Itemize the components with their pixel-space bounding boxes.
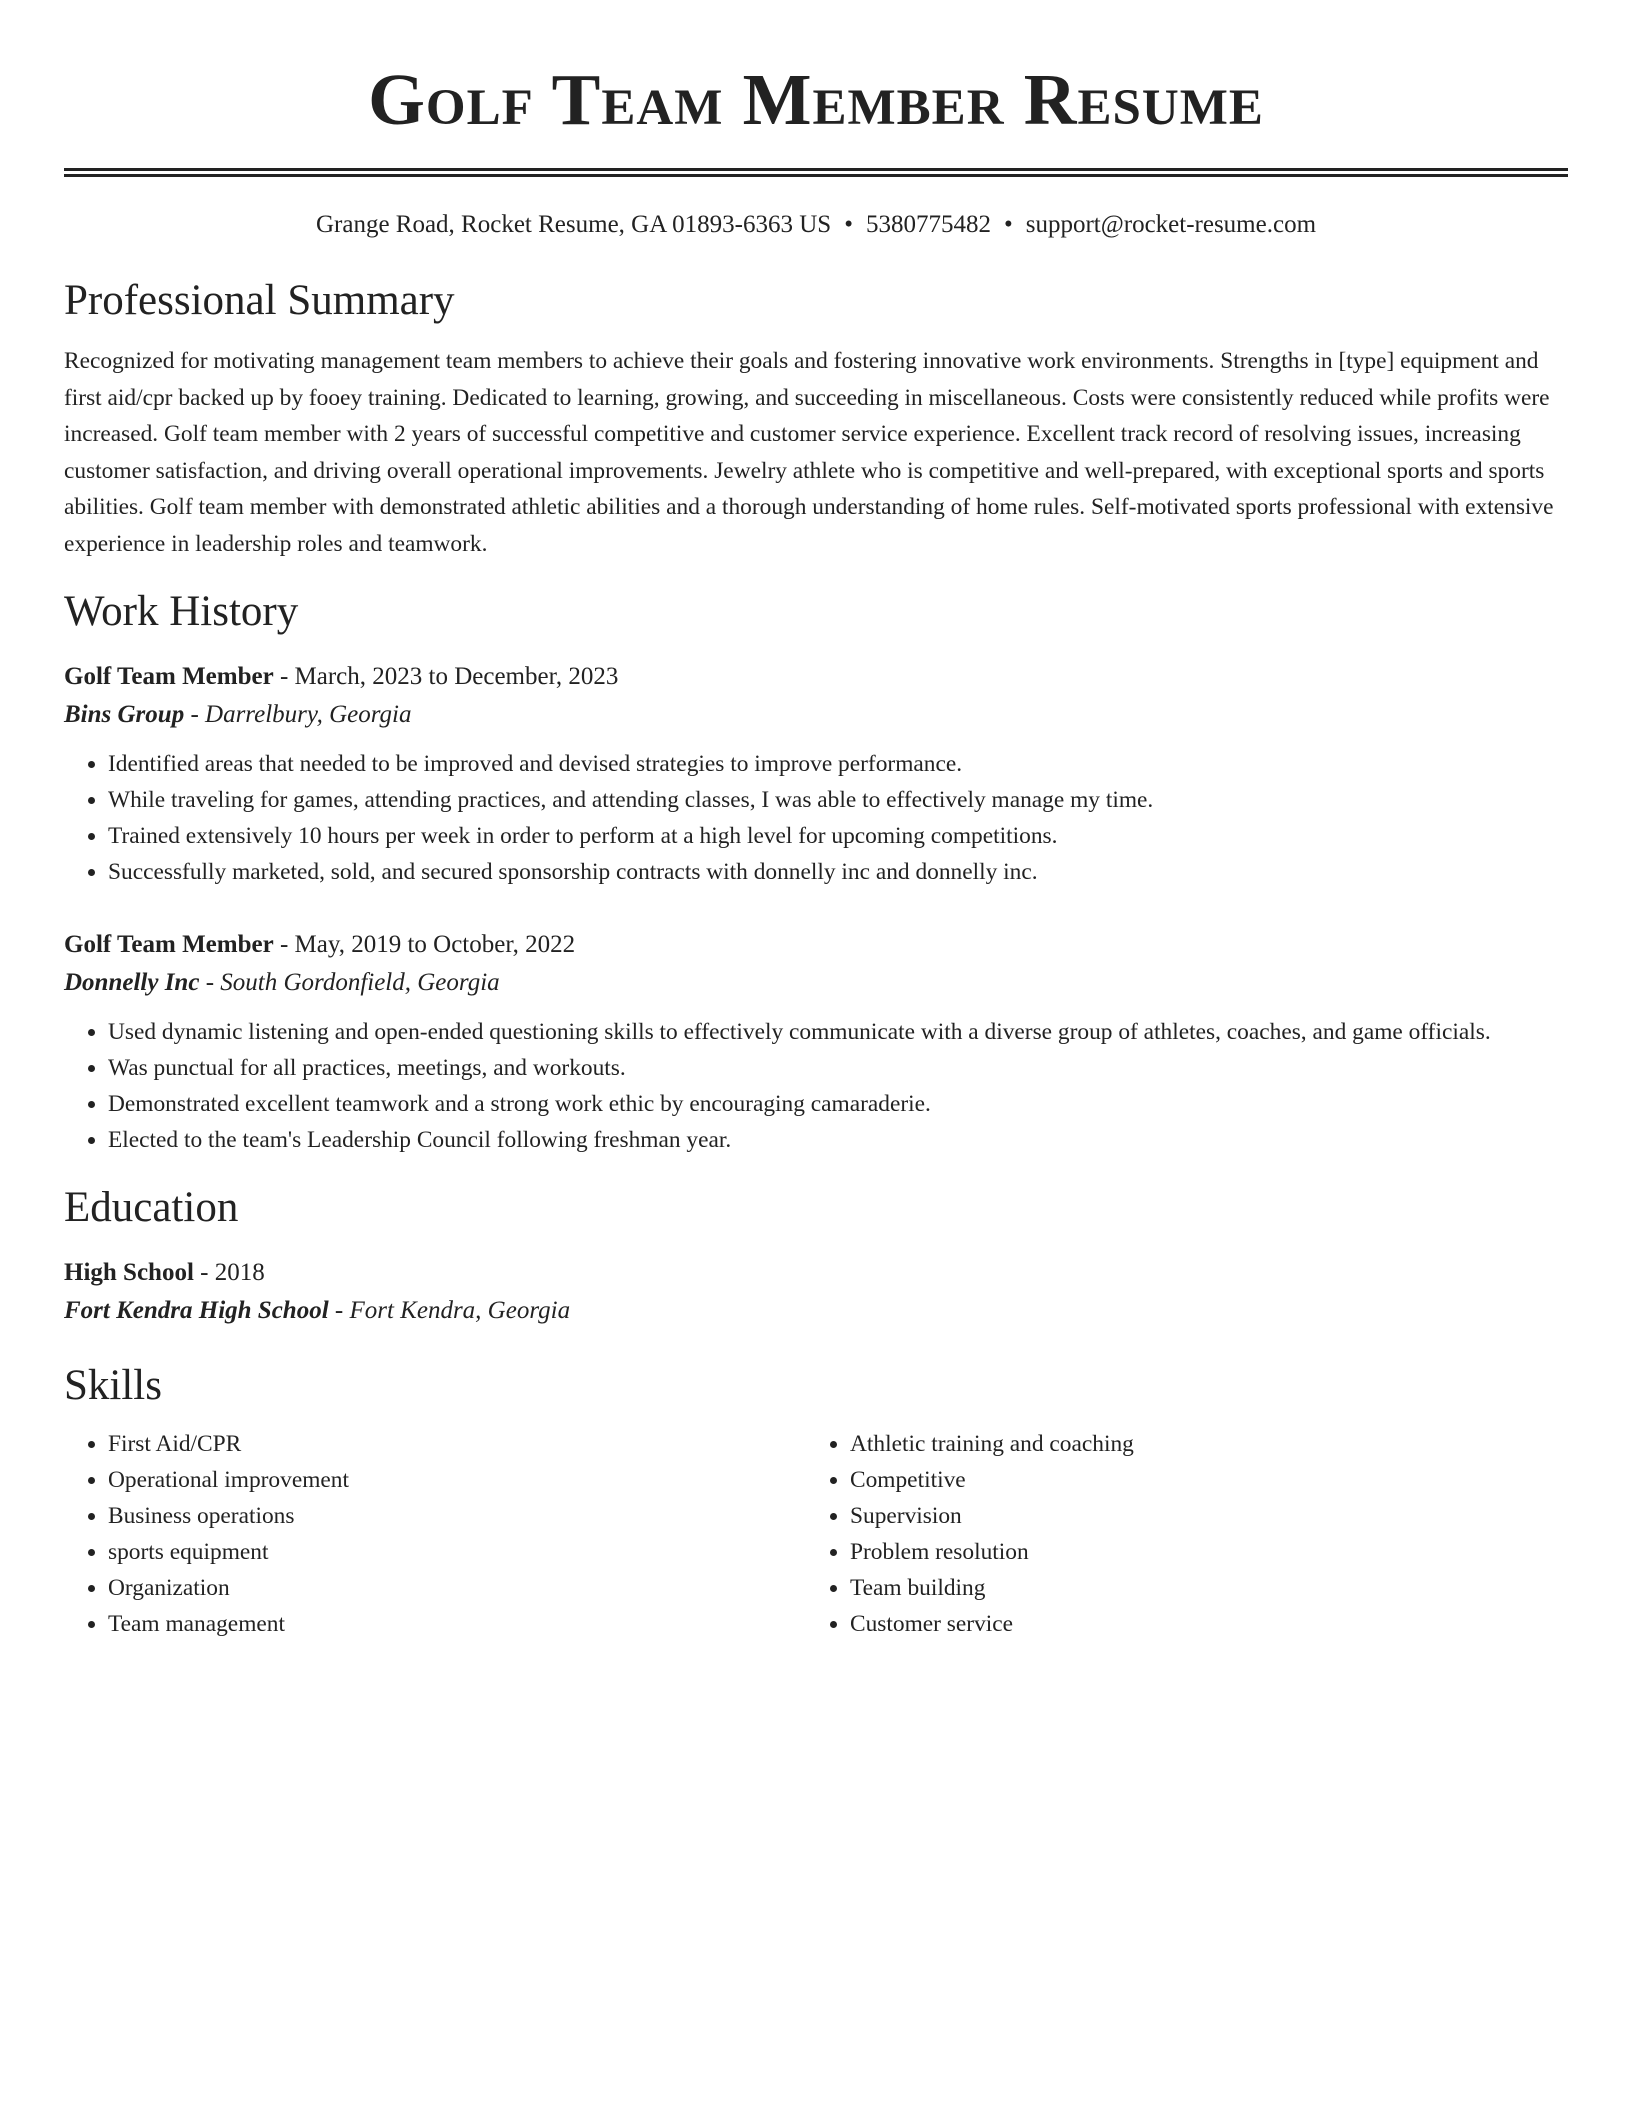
job-bullet: • Identified areas that needed to be improved and devised strategies to improve performance. — [108, 746, 1568, 782]
skill-item: • Business operations — [108, 1498, 806, 1534]
contact-email: support@rocket-resume.com — [1025, 211, 1317, 238]
job-bullet: • Demonstrated excellent teamwork and a strong work ethic by encouraging camaraderie. — [108, 1086, 1568, 1122]
summary-heading: Professional Summary — [64, 277, 455, 324]
skill-item: • Problem resolution — [850, 1534, 1548, 1570]
skill-item: • Operational improvement — [108, 1462, 806, 1498]
skill-item: • Organization — [108, 1570, 806, 1606]
job-location: - Darrelbury, Georgia — [184, 701, 412, 728]
job-entry — [64, 658, 1568, 890]
education-degree-line — [64, 1254, 1568, 1292]
contact-address: Grange Road, Rocket Resume, GA 01893-6363 US — [315, 211, 832, 238]
job-title-line — [64, 658, 1568, 696]
education-location: - Fort Kendra, Georgia — [328, 1297, 571, 1324]
skill-item: • Team building — [850, 1570, 1548, 1606]
skills-list-right — [806, 1426, 1548, 1642]
summary-text: Recognized for motivating management team members to achieve their goals and fostering innovative work environments. Strengths in [type] equipment and first aid/cpr backed up by fooey training. Dedicated to learning, growing, and succeeding in miscellaneous. Costs were consistently reduced while profits were increased. Golf team member with 2 years of successful competitive and customer service experience. Excellent track record of resolving issues, increasing customer satisfaction, and driving overall operational improvements. Jewelry athlete who is competitive and well-prepared, with exceptional sports and sports abilities. Golf team member with demonstrated athletic abilities and a thorough understanding of home rules. Self-motivated sports professional with extensive experience in leadership roles and teamwork. — [64, 348, 1554, 557]
skill-item: • Supervision — [850, 1498, 1548, 1534]
job-title: Golf Team Member — [64, 931, 274, 958]
job-location: - South Gordonfield, Georgia — [199, 969, 500, 996]
contact-phone: 5380775482 — [865, 211, 991, 238]
job-bullets — [64, 746, 1568, 890]
job-company: Bins Group — [64, 701, 185, 728]
skills-list-left — [64, 1426, 806, 1642]
job-bullets — [64, 1014, 1568, 1158]
education-year: - 2018 — [193, 1259, 265, 1286]
job-title: Golf Team Member — [64, 663, 274, 690]
skill-item: • sports equipment — [108, 1534, 806, 1570]
job-bullet: • While traveling for games, attending practices, and attending classes, I was able to effectively manage my time. — [108, 782, 1568, 818]
job-bullet: • Elected to the team's Leadership Council following freshman year. — [108, 1122, 1568, 1158]
job-bullet: • Trained extensively 10 hours per week in order to perform at a high level for upcoming competitions. — [108, 818, 1568, 854]
contact-separator: • — [1003, 211, 1013, 238]
job-dates: - March, 2023 to December, 2023 — [273, 663, 619, 690]
job-entry — [64, 926, 1568, 1158]
resume-title: Golf Team Member Resume — [368, 59, 1264, 140]
job-company: Donnelly Inc — [64, 969, 200, 996]
skill-item: • First Aid/CPR — [108, 1426, 806, 1462]
skills-grid — [64, 1426, 1568, 1642]
education-entry — [64, 1254, 1568, 1330]
job-title-line — [64, 926, 1568, 964]
work-history-heading: Work History — [64, 588, 299, 635]
job-bullet: • Successfully marketed, sold, and secured sponsorship contracts with donnelly inc and donnelly inc. — [108, 854, 1568, 890]
education-school-line — [64, 1292, 1568, 1330]
contact-separator: • — [844, 211, 853, 238]
education-degree: High School — [64, 1259, 194, 1286]
job-company-line — [64, 696, 1568, 734]
job-bullet: • Used dynamic listening and open-ended questioning skills to effectively communicate with a diverse group of athletes, coaches, and game officials. — [108, 1014, 1568, 1050]
skill-item: • Team management — [108, 1606, 806, 1642]
contact-line — [64, 207, 1568, 243]
job-dates: - May, 2019 to October, 2022 — [273, 931, 576, 958]
job-company-line — [64, 964, 1568, 1002]
title-divider — [64, 168, 1568, 177]
skill-item: • Athletic training and coaching — [850, 1426, 1548, 1462]
job-bullet: • Was punctual for all practices, meetings, and workouts. — [108, 1050, 1568, 1086]
skill-item: • Competitive — [850, 1462, 1548, 1498]
education-heading: Education — [64, 1184, 239, 1231]
skill-item: • Customer service — [850, 1606, 1548, 1642]
education-school: Fort Kendra High School — [64, 1297, 329, 1324]
skills-heading: Skills — [64, 1362, 162, 1409]
